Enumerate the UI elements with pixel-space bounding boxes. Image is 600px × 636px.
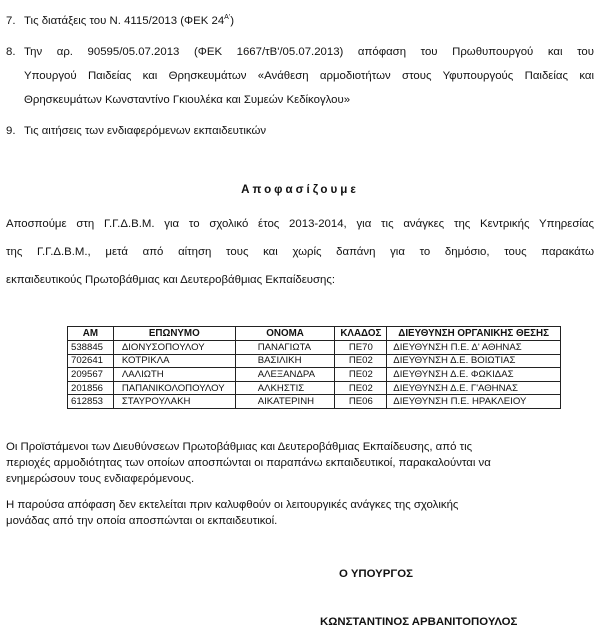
cell-surname: ΛΑΛΙΩΤΗ xyxy=(113,368,235,382)
validity-line: Η παρούσα απόφαση δεν εκτελείται πριν καλυφθούν οι λειτουργικές ανάγκες της σχολικής xyxy=(6,499,459,511)
table-row xyxy=(68,341,561,355)
item-text: Τις αιτήσεις των ενδιαφερόμενων εκπαιδευτικών xyxy=(24,125,267,137)
notice-line: Οι Προϊστάμενοι των Διευθύνσεων Πρωτοβάθμιας και Δευτεροβάθμιας Εκπαίδευσης, από τις xyxy=(6,441,473,453)
cell-name: ΑΛΚΗΣΤΙΣ xyxy=(235,381,335,395)
table-row xyxy=(68,368,561,382)
cell-directorate: ΔΙΕΥΘΥΝΣΗ Δ.Ε. ΦΩΚΙΔΑΣ xyxy=(387,368,561,382)
cell-directorate: ΔΙΕΥΘΥΝΣΗ Π.Ε. Δ' ΑΘΗΝΑΣ xyxy=(387,341,561,355)
table-row xyxy=(68,395,561,409)
table-row xyxy=(68,381,561,395)
cell-name: ΒΑΣΙΛΙΚΗ xyxy=(235,354,335,368)
cell-branch: ΠΕ06 xyxy=(335,395,387,409)
cell-directorate: ΔΙΕΥΘΥΝΣΗ Π.Ε. ΗΡΑΚΛΕΙΟΥ xyxy=(387,395,561,409)
column-header-directorate: ΔΙΕΥΘΥΝΣΗ ΟΡΓΑΝΙΚΗΣ ΘΕΣΗΣ xyxy=(387,327,561,341)
cell-am: 702641 xyxy=(68,354,114,368)
cell-surname: ΔΙΟΝΥΣΟΠΟΥΛΟΥ xyxy=(113,341,235,355)
table-header-row xyxy=(68,327,561,341)
cell-directorate: ΔΙΕΥΘΥΝΣΗ Δ.Ε. ΒΟΙΩΤΙΑΣ xyxy=(387,354,561,368)
signatory-name: ΚΩΝΣΤΑΝΤΙΝΟΣ ΑΡΒΑΝΙΤΟΠΟΥΛΟΣ xyxy=(320,616,518,628)
list-item-7 xyxy=(6,10,234,30)
cell-name: ΑΙΚΑΤΕΡΙΝΗ xyxy=(235,395,335,409)
table-row xyxy=(68,354,561,368)
decision-line: Αποσπούμε στη Γ.Γ.Δ.Β.Μ. για το σχολικό έτος 2013-2014, για τις ανάγκες της Κεντρικής Υπηρεσίας xyxy=(6,218,594,230)
list-item-9 xyxy=(6,124,266,140)
decision-line: της Γ.Γ.Δ.Β.Μ., μετά από αίτηση τους και χωρίς δαπάνη για το δημόσιο, τους παρακάτω xyxy=(6,246,594,258)
cell-branch: ΠΕ02 xyxy=(335,368,387,382)
notice-line: ενημερώσουν τους ενδιαφερόμενους. xyxy=(6,473,195,485)
item-line: Την αρ. 90595/05.07.2013 (ΦΕΚ 1667/τΒ'/05.07.2013) απόφαση του Πρωθυπουργού και του xyxy=(24,46,594,58)
cell-name: ΠΑΝΑΓΙΩΤΑ xyxy=(235,341,335,355)
item-line: Θρησκευμάτων Κωνσταντίνο Γκιουλέκα και Συμεών Κεδίκογλου» xyxy=(24,94,351,106)
cell-surname: ΣΤΑΥΡΟΥΛΑΚΗ xyxy=(113,395,235,409)
column-header-surname: ΕΠΩΝΥΜΟ xyxy=(113,327,235,341)
cell-am: 538845 xyxy=(68,341,114,355)
item-text: Τις διατάξεις του Ν. 4115/2013 (ΦΕΚ 24 xyxy=(24,15,225,27)
column-header-am: ΑΜ xyxy=(68,327,114,341)
decision-heading: Αποφασίζουμε xyxy=(241,183,359,196)
item-number: 8. xyxy=(6,46,16,58)
cell-branch: ΠΕ02 xyxy=(335,354,387,368)
cell-branch: ΠΕ02 xyxy=(335,381,387,395)
signatory-title: Ο ΥΠΟΥΡΓΟΣ xyxy=(339,568,413,580)
notice-line: περιοχές αρμοδιότητας των οποίων αποσπώνται οι παραπάνω εκπαιδευτικοί, παρακαλούνται να xyxy=(6,457,491,469)
column-header-branch: ΚΛΑΔΟΣ xyxy=(335,327,387,341)
item-superscript: Α' xyxy=(224,14,231,21)
cell-am: 612853 xyxy=(68,395,114,409)
cell-name: ΑΛΕΞΑΝΔΡΑ xyxy=(235,368,335,382)
column-header-name: ΟΝΟΜΑ xyxy=(235,327,335,341)
cell-am: 201856 xyxy=(68,381,114,395)
decision-line: εκπαιδευτικούς Πρωτοβάθμιας και Δευτεροβάθμιας Εκπαίδευσης: xyxy=(6,274,336,286)
cell-branch: ΠΕ70 xyxy=(335,341,387,355)
staff-table xyxy=(67,326,561,409)
item-number: 9. xyxy=(6,125,16,137)
item-text-tail: ) xyxy=(230,15,234,27)
item-number: 7. xyxy=(6,15,16,27)
cell-surname: ΠΑΠΑΝΙΚΟΛΟΠΟΥΛΟΥ xyxy=(113,381,235,395)
cell-am: 209567 xyxy=(68,368,114,382)
cell-surname: ΚΟΤΡΙΚΛΑ xyxy=(113,354,235,368)
validity-line: μονάδας από την οποία αποσπώνται οι εκπαιδευτικοί. xyxy=(6,515,278,527)
item-line: Υπουργού Παιδείας και Θρησκευμάτων «Ανάθεση αρμοδιοτήτων στους Υφυπουργούς Παιδείας και xyxy=(24,70,594,82)
cell-directorate: ΔΙΕΥΘΥΝΣΗ Δ.Ε. Γ'ΑΘΗΝΑΣ xyxy=(387,381,561,395)
